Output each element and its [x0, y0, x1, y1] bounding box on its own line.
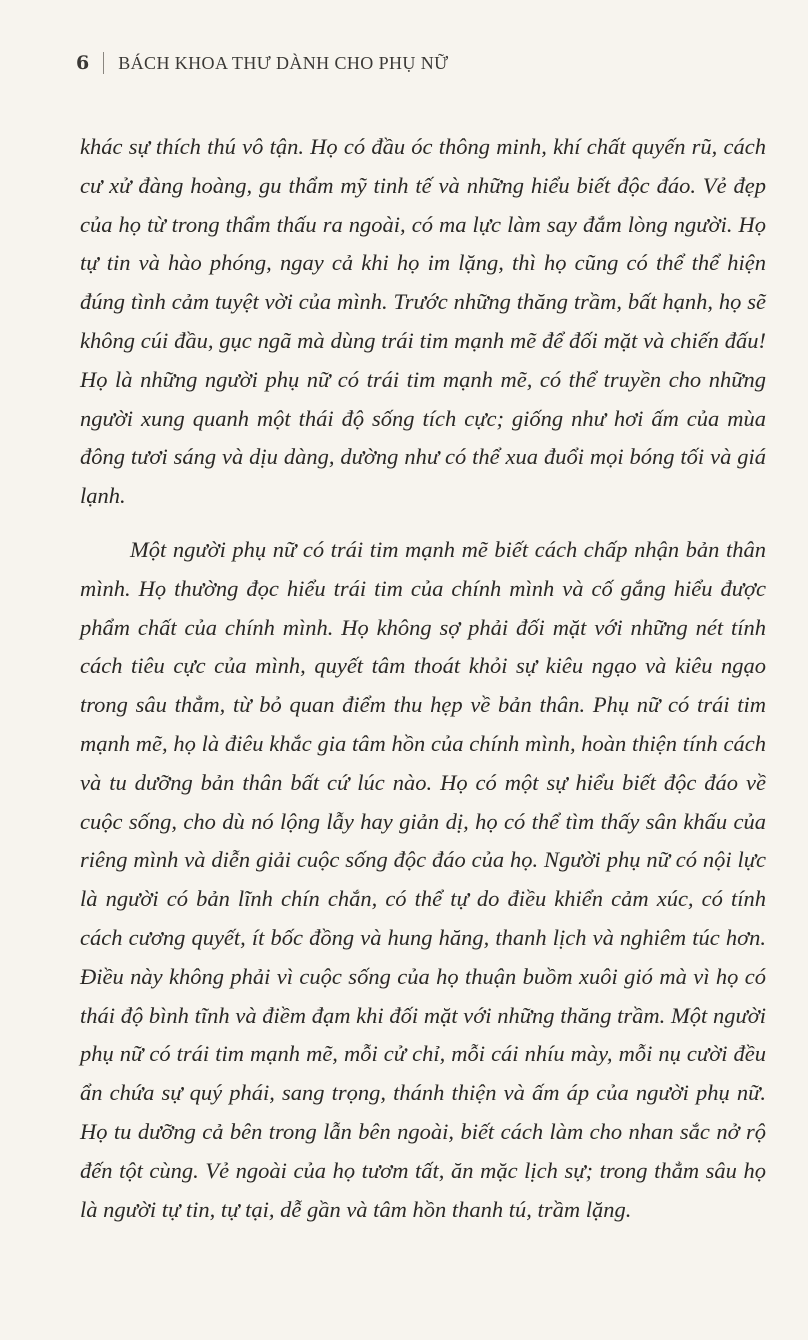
header-divider	[103, 52, 104, 74]
page-number: 6	[76, 51, 90, 74]
book-title: BÁCH KHOA THƯ DÀNH CHO PHỤ NỮ	[118, 53, 449, 73]
body-text	[80, 128, 766, 1229]
running-header	[76, 48, 448, 78]
paragraph: Một người phụ nữ có trái tim mạnh mẽ biết cách chấp nhận bản thân mình. Họ thường đọc hiểu trái tim của chính mình và cố gắng hiểu được phẩm chất của chính mình. Họ không sợ phải đối mặt với những nét tính cách tiêu cực của mình, quyết tâm thoát khỏi sự kiêu ngạo và kiêu ngạo trong sâu thẳm, từ bỏ quan điểm thu hẹp về bản thân. Phụ nữ có trái tim mạnh mẽ, họ là điêu khắc gia tâm hồn của chính mình, hoàn thiện tính cách và tu dưỡng bản thân bất cứ lúc nào. Họ có một sự hiểu biết độc đáo về cuộc sống, cho dù nó lộng lẫy hay giản dị, họ có thể tìm thấy sân khấu của riêng mình và diễn giải cuộc sống độc đáo của họ. Người phụ nữ có nội lực là người có bản lĩnh chín chắn, có thể tự do điều khiển cảm xúc, có tính cách cương quyết, ít bốc đồng và hung hăng, thanh lịch và nghiêm túc hơn. Điều này không phải vì cuộc sống của họ thuận buồm xuôi gió mà vì họ có thái độ bình tĩnh và điềm đạm khi đối mặt với những thăng trầm. Một người phụ nữ có trái tim mạnh mẽ, mỗi cử chỉ, mỗi cái nhíu mày, mỗi nụ cười đều ẩn chứa sự quý phái, sang trọng, thánh thiện và ấm áp của người phụ nữ. Họ tu dưỡng cả bên trong lẫn bên ngoài, biết cách làm cho nhan sắc nở rộ đến tột cùng. Vẻ ngoài của họ tươm tất, ăn mặc lịch sự; trong thẳm sâu họ là người tự tin, tự tại, dễ gần và tâm hồn thanh tú, trầm lặng.	[80, 536, 766, 1222]
paragraph: khác sự thích thú vô tận. Họ có đầu óc thông minh, khí chất quyến rũ, cách cư xử đàng hoàng, gu thẩm mỹ tinh tế và những hiểu biết độc đáo. Vẻ đẹp của họ từ trong thẩm thấu ra ngoài, có ma lực làm say đắm lòng người. Họ tự tin và hào phóng, ngay cả khi họ im lặng, thì họ cũng có thể thể hiện đúng tình cảm tuyệt vời của mình. Trước những thăng trầm, bất hạnh, họ sẽ không cúi đầu, gục ngã mà dùng trái tim mạnh mẽ để đối mặt và chiến đấu! Họ là những người phụ nữ có trái tim mạnh mẽ, có thể truyền cho những người xung quanh một thái độ sống tích cực; giống như hơi ấm của mùa đông tươi sáng và dịu dàng, dường như có thể xua đuổi mọi bóng tối và giá lạnh.	[80, 134, 766, 509]
